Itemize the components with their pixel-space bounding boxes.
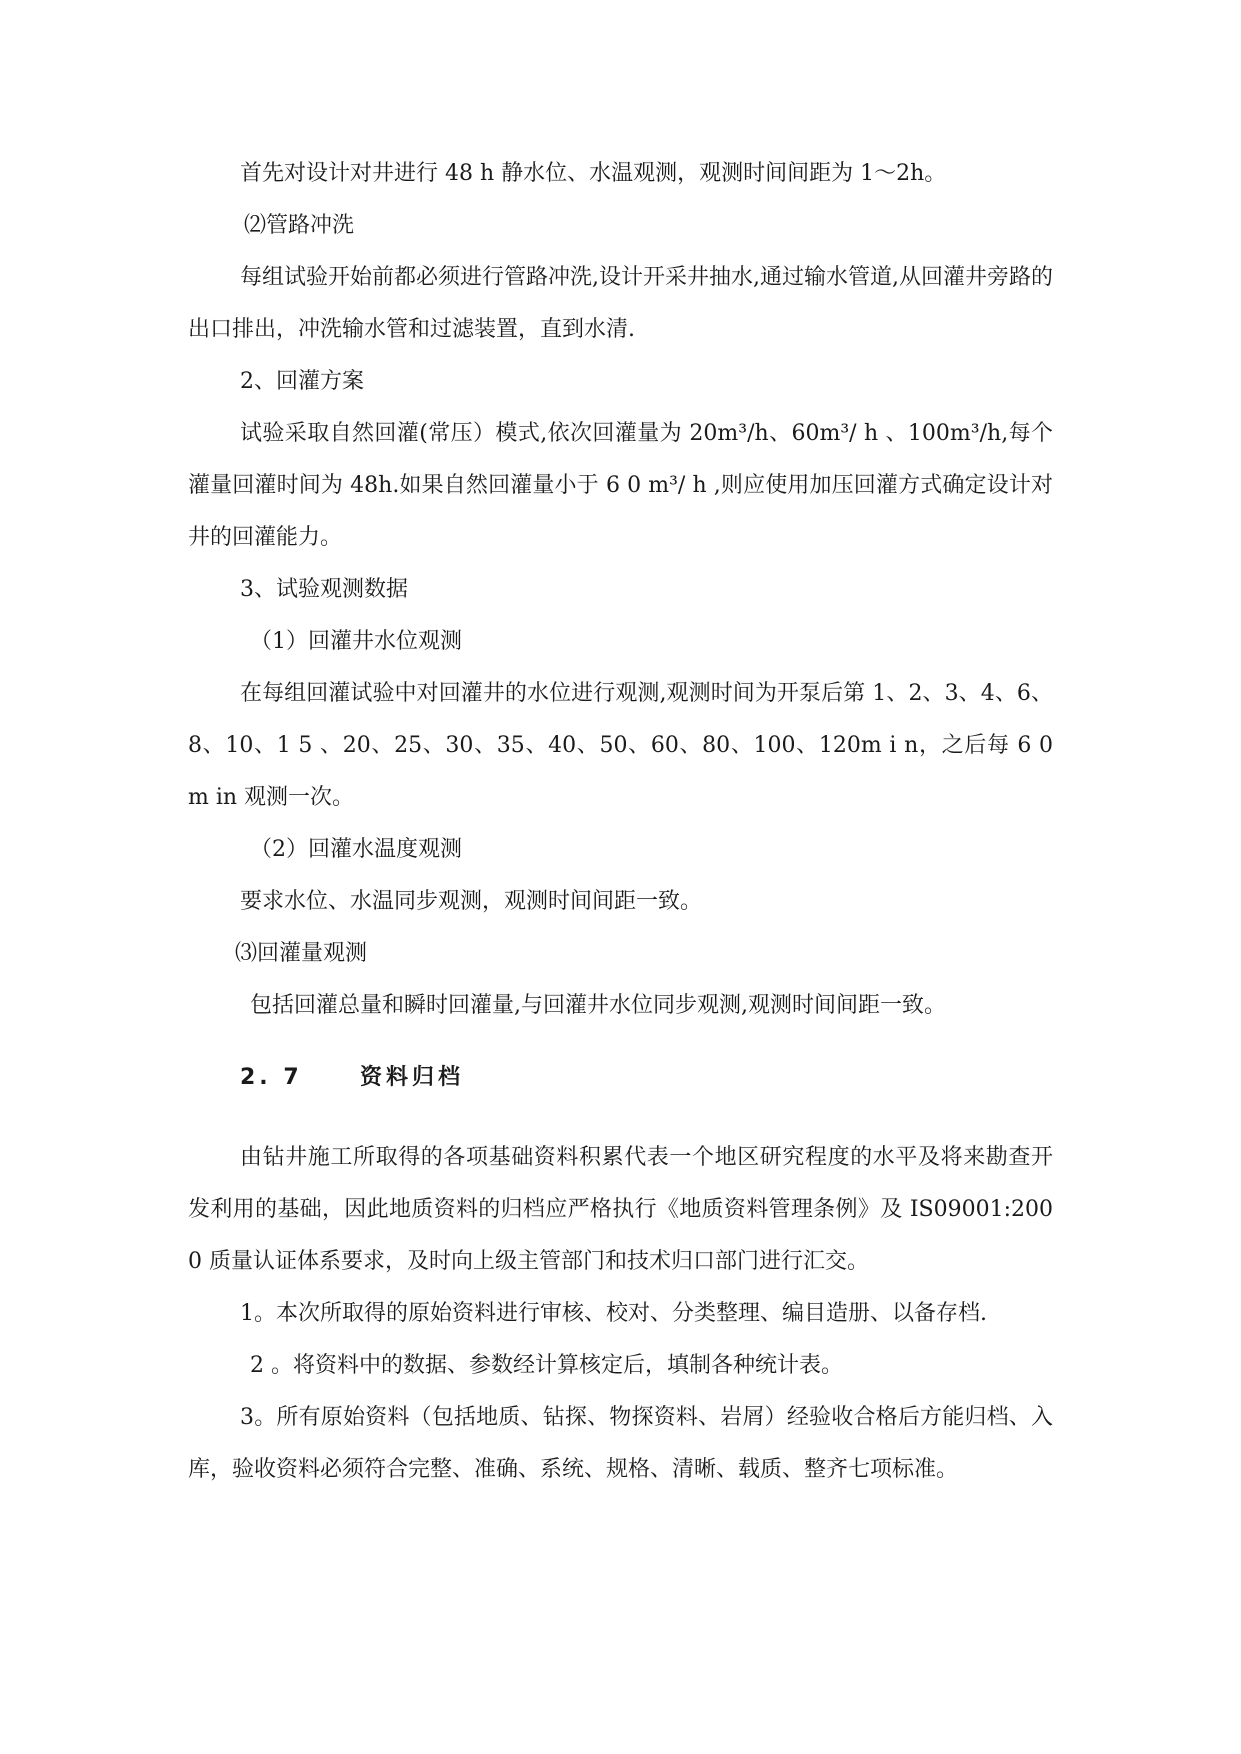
paragraph-recharge-plan: 试验采取自然回灌(常压）模式,依次回灌量为 20m³/h、60m³/ h 、100m³/h,每个灌量回灌时间为 48h.如果自然回灌量小于 6 0 m³/ h ,则应使用加压回灌方式确定设计对井的回灌能力。 — [188, 421, 1053, 550]
document-body — [188, 148, 1053, 1496]
subheading-test-observation-data: 3、试验观测数据 — [240, 577, 408, 602]
section-heading — [188, 1052, 1053, 1104]
paragraph-pipe-flushing: 每组试验开始前都必须进行管路冲洗,设计开采井抽水,通过输水管道,从回灌井旁路的出口排出，冲洗输水管和过滤装置，直到水清. — [188, 265, 1053, 342]
paragraph-water-temperature: 要求水位、水温同步观测，观测时间间距一致。 — [240, 889, 703, 914]
subheading-water-temperature: （2）回灌水温度观测 — [250, 837, 462, 862]
subheading-recharge-plan: 2、回灌方案 — [240, 369, 364, 394]
subheading-well-water-level: （1）回灌井水位观测 — [250, 629, 462, 654]
paragraph-well-water-level: 在每组回灌试验中对回灌井的水位进行观测,观测时间为开泵后第 1、2、3、4、6、8、10、1 5 、20、25、30、35、40、50、60、80、100、120m i n，之后每 6 0 m in 观测一次。 — [188, 681, 1053, 810]
paragraph-recharge-volume: 包括回灌总量和瞬时回灌量,与回灌井水位同步观测,观测时间间距一致。 — [250, 993, 946, 1018]
subheading-pipe-flushing: ⑵管路冲洗 — [244, 213, 355, 238]
paragraph-archive-item-1: 1。本次所取得的原始资料进行审核、校对、分类整理、编目造册、以备存档. — [240, 1301, 987, 1326]
paragraph-archive-item-2: 2 。将资料中的数据、参数经计算核定后，填制各种统计表。 — [250, 1353, 843, 1378]
subheading-recharge-volume: ⑶回灌量观测 — [235, 941, 368, 966]
section-title: 资料归档 — [360, 1065, 465, 1090]
paragraph-static-water-level: 首先对设计对井进行 48 h 静水位、水温观测，观测时间间距为 1～2h。 — [240, 161, 947, 186]
paragraph-archive-intro: 由钻井施工所取得的各项基础资料积累代表一个地区研究程度的水平及将来勘查开发利用的基础，因此地质资料的归档应严格执行《地质资料管理条例》及 IS09001:200 0 质量认证体系要求，及时向上级主管部门和技术归口部门进行汇交。 — [188, 1145, 1053, 1274]
paragraph-archive-item-3: 3。所有原始资料（包括地质、钻探、物探资料、岩屑）经验收合格后方能归档、入库，验收资料必须符合完整、准确、系统、规格、清晰、载质、整齐七项标准。 — [188, 1405, 1053, 1482]
section-number: 2. 7 — [240, 1065, 303, 1090]
